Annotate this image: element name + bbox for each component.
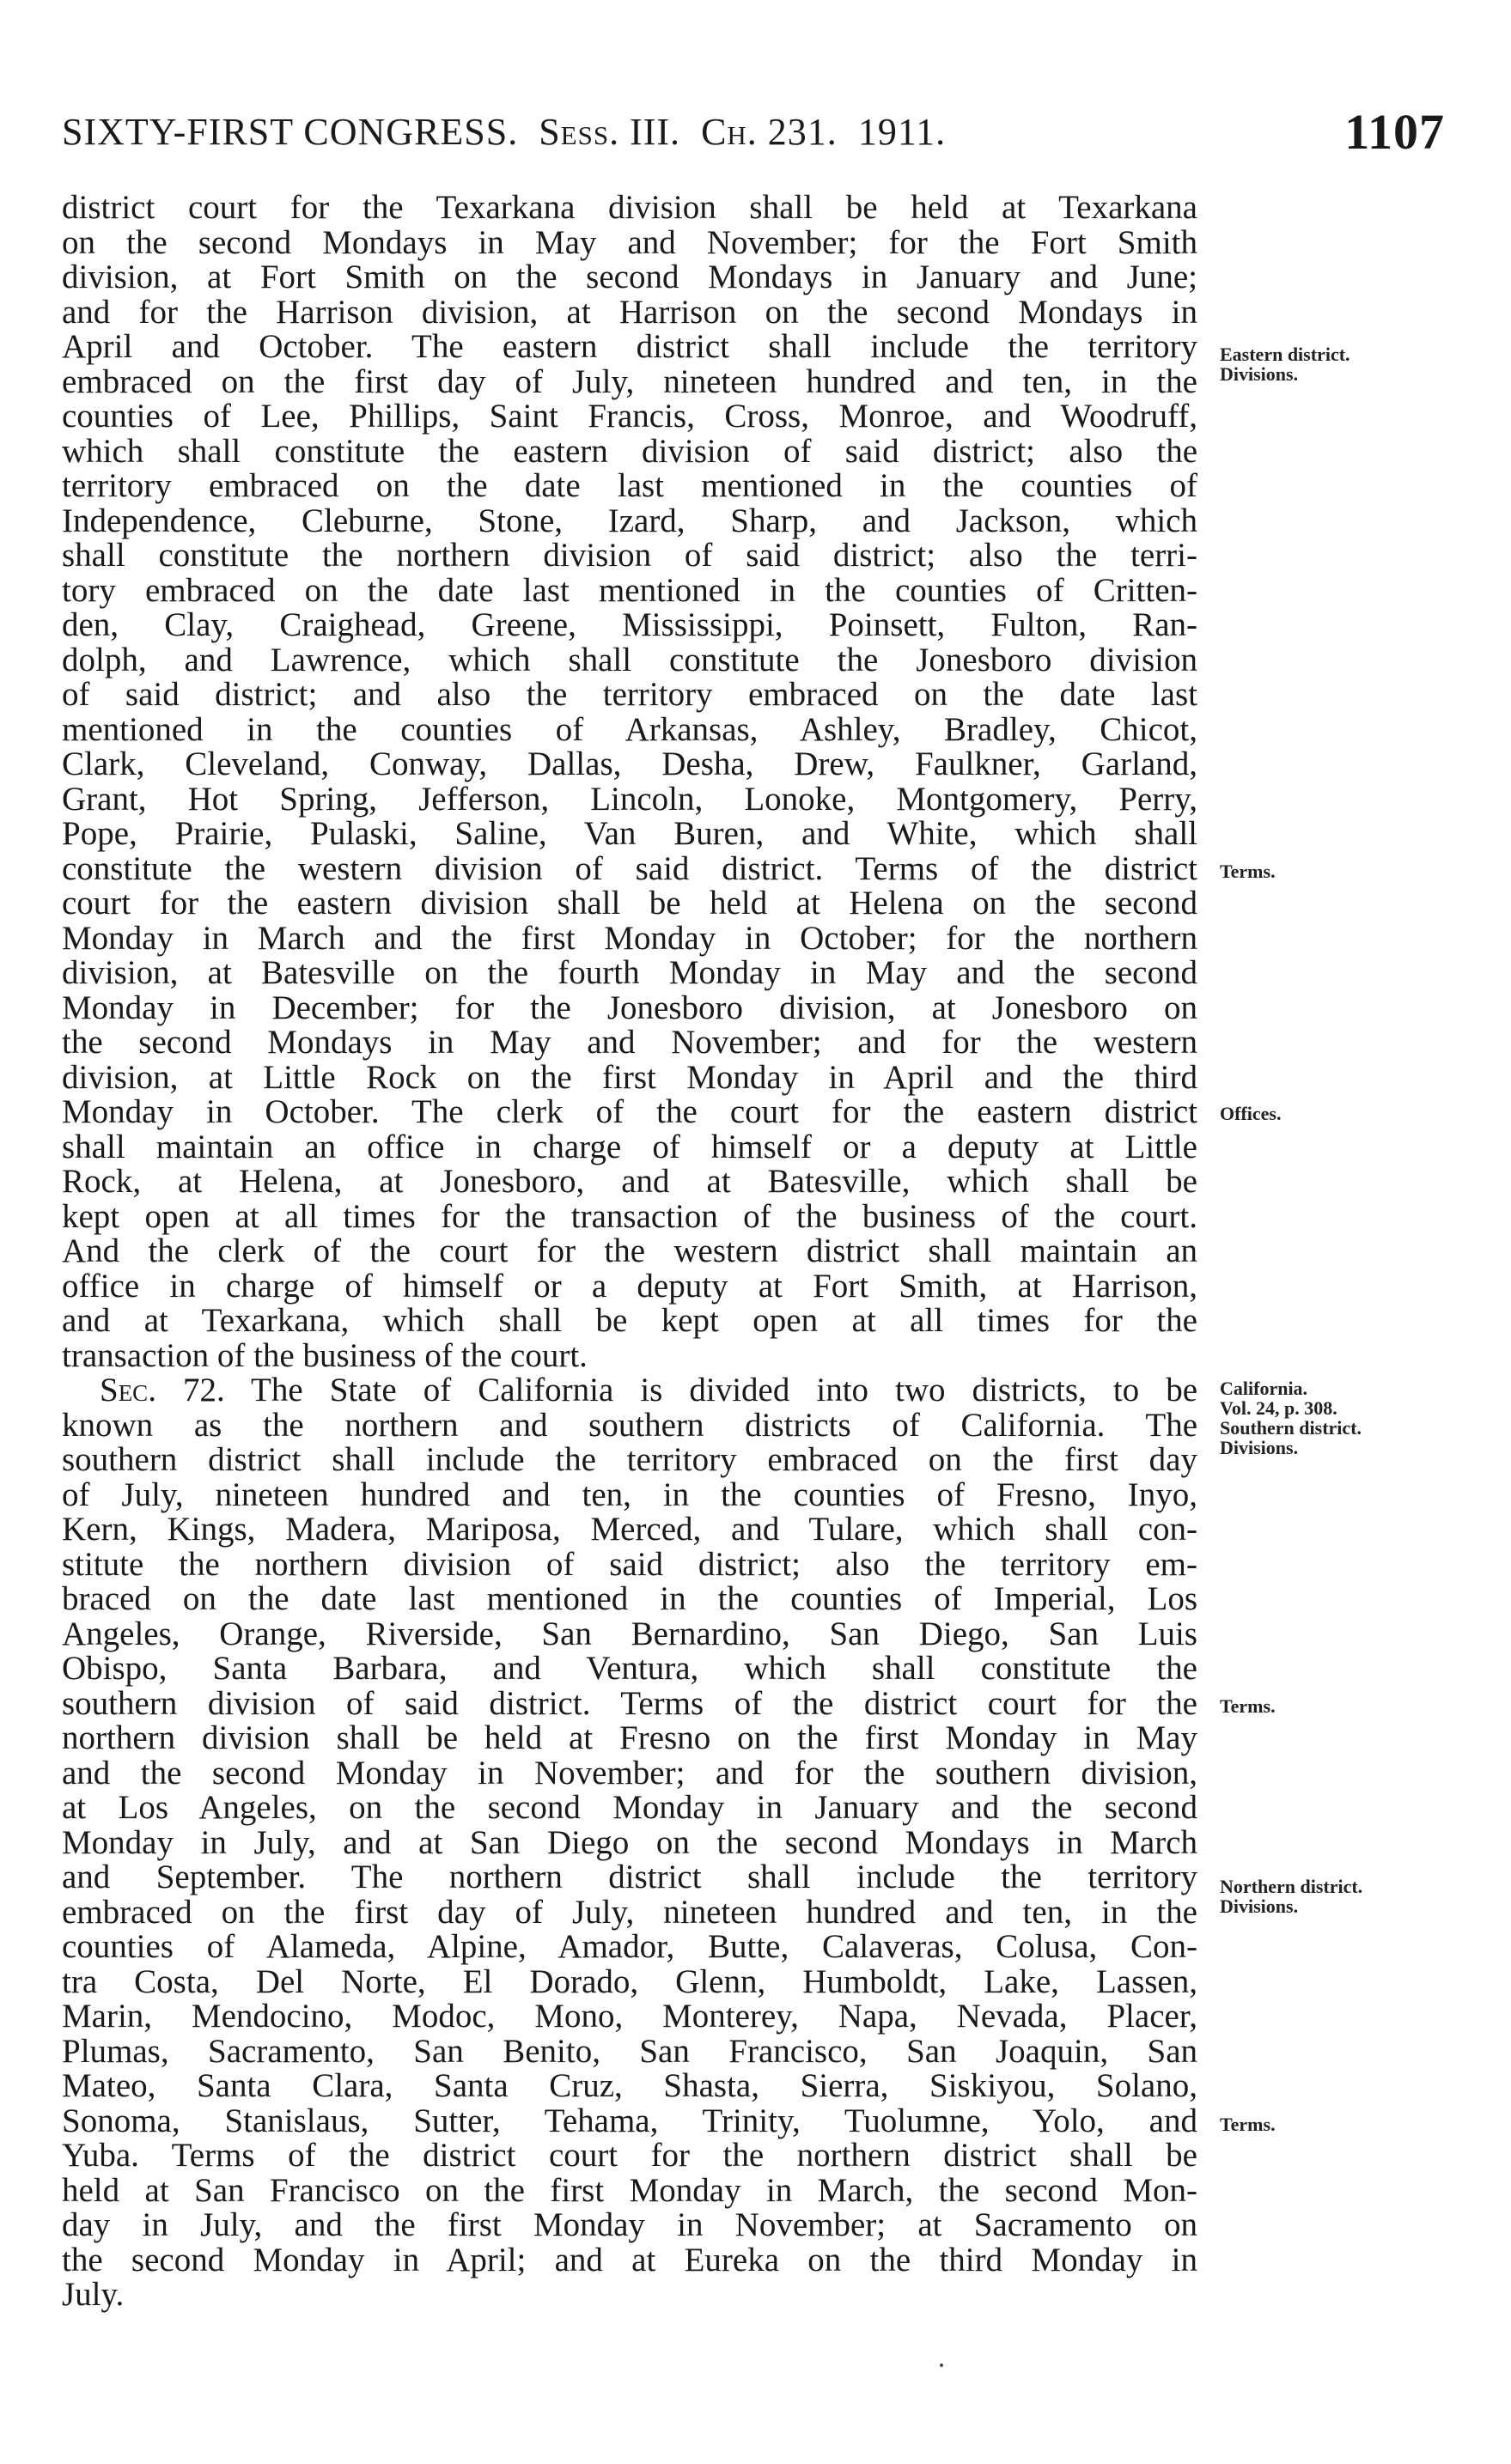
page-number: 1107 — [1344, 104, 1445, 160]
text-line: and at Texarkana, which shall be kept open at all times for the — [62, 1302, 1197, 1339]
note-terms: Terms. — [1220, 861, 1276, 882]
text-line: And the clerk of the court for the western district shall maintain an — [62, 1232, 1197, 1269]
text-line: Monday in July, and at San Diego on the second Mondays in March — [62, 1823, 1197, 1861]
margin-note-northern-district — [1220, 1877, 1362, 1916]
text-line: and September. The northern district shall include the territory — [62, 1859, 1197, 1895]
text-line: division, at Batesville on the fourth Monday in May and the second — [62, 954, 1197, 991]
text-line: July. — [62, 2276, 125, 2313]
text-line: and the second Monday in November; and for the southern division, — [62, 1754, 1197, 1792]
text-line: territory embraced on the date last mentioned in the counties of — [62, 467, 1197, 504]
text-line: Marin, Mendocino, Modoc, Mono, Monterey, Napa, Nevada, Placer, — [62, 1998, 1197, 2035]
section-72-first-line — [62, 1373, 1197, 1408]
text-line: southern division of said district. Terms of the district court for the — [62, 1684, 1197, 1722]
section-label: Sec. 72. — [100, 1372, 225, 1408]
text-line: transaction of the business of the court. — [62, 1336, 588, 1374]
text-line: den, Clay, Craighead, Greene, Mississippi, Poinsett, Fulton, Ran- — [62, 606, 1197, 643]
text-line: the second Mondays in May and November; and for the western — [62, 1024, 1197, 1061]
text-line: which shall constitute the eastern division of said district; also the — [62, 432, 1197, 470]
statute-body — [62, 191, 1197, 2313]
margin-note-offices — [1220, 1104, 1281, 1123]
text-line: embraced on the first day of July, nineteen hundred and ten, in the — [62, 362, 1197, 400]
margin-note-terms-3 — [1220, 2114, 1276, 2134]
text-line: counties of Alameda, Alpine, Amador, Butte, Calaveras, Colusa, Con- — [62, 1928, 1197, 1965]
running-head-title — [62, 110, 946, 154]
text-line: northern division shall be held at Fresno on the first Monday in May — [62, 1719, 1197, 1756]
text-line: braced on the date last mentioned in the counties of Imperial, Los — [62, 1580, 1197, 1617]
note-southern-divisions: Divisions. — [1220, 1437, 1299, 1458]
margin-note-terms-1 — [1220, 861, 1276, 881]
chapter-label: Ch. 231. — [701, 111, 838, 153]
note-eastern-district: Eastern district. — [1220, 344, 1350, 365]
text-line: kept open at all times for the transaction of the business of the court. — [62, 1197, 1197, 1235]
text-line: southern district shall include the territory embraced on the first day — [62, 1441, 1197, 1478]
text-line: division, at Little Rock on the first Monday in April and the third — [62, 1058, 1197, 1096]
text-line: Grant, Hot Spring, Jefferson, Lincoln, Lonoke, Montgomery, Perry, — [62, 780, 1197, 818]
text-line: counties of Lee, Phillips, Saint Francis, Cross, Monroe, and Woodruff, — [62, 398, 1197, 435]
session-label: Sess. III. — [539, 111, 681, 153]
text-line: the second Monday in April; and at Eureka on the third Monday in — [62, 2241, 1197, 2278]
note-offices: Offices. — [1220, 1103, 1282, 1124]
text-line: tra Costa, Del Norte, El Dorado, Glenn, Humboldt, Lake, Lassen, — [62, 1962, 1197, 2000]
text-line: day in July, and the first Monday in November; at Sacramento on — [62, 2206, 1197, 2243]
text-line: at Los Angeles, on the second Monday in January and the second — [62, 1789, 1197, 1826]
text-line: constitute the western division of said district. Terms of the district — [62, 849, 1197, 887]
text-line: held at San Francisco on the first Monday in March, the second Mon- — [62, 2171, 1197, 2209]
text-line: Monday in December; for the Jonesboro division, at Jonesboro on — [62, 989, 1197, 1026]
text-line: division, at Fort Smith on the second Mondays in January and June; — [62, 259, 1197, 295]
print-speck — [940, 2364, 943, 2367]
text-line: Yuba. Terms of the district court for the northern district shall be — [62, 2137, 1197, 2174]
text-line: Rock, at Helena, at Jonesboro, and at Batesville, which shall be — [62, 1163, 1197, 1200]
text-line: mentioned in the counties of Arkansas, Ashley, Bradley, Chicot, — [62, 710, 1197, 748]
text-line: Kern, Kings, Madera, Mariposa, Merced, and Tulare, which shall con- — [62, 1511, 1197, 1548]
text-line: Sonoma, Stanislaus, Sutter, Tehama, Trinity, Tuolumne, Yolo, and — [62, 2102, 1197, 2139]
congress-label: SIXTY-FIRST CONGRESS. — [62, 111, 519, 153]
text-line: district court for the Texarkana division shall be held at Texarkana — [62, 189, 1197, 226]
note-northern-district: Northern district. — [1220, 1876, 1363, 1897]
note-northern-divisions: Divisions. — [1220, 1895, 1299, 1917]
text-line: tory embraced on the date last mentioned in the counties of Critten- — [62, 571, 1197, 609]
text-line: Plumas, Sacramento, San Benito, San Francisco, San Joaquin, San — [62, 2032, 1197, 2070]
note-eastern-divisions: Divisions. — [1220, 363, 1299, 385]
text-line: Clark, Cleveland, Conway, Dallas, Desha, Drew, Faulkner, Garland, — [62, 745, 1197, 782]
text-line: Obispo, Santa Barbara, and Ventura, which shall constitute the — [62, 1650, 1197, 1687]
text-line: Mateo, Santa Clara, Santa Cruz, Shasta, Sierra, Siskiyou, Solano, — [62, 2067, 1197, 2104]
text-line: of said district; and also the territory embraced on the date last — [62, 676, 1197, 713]
text-line: Angeles, Orange, Riverside, San Bernardino, San Diego, San Luis — [62, 1615, 1197, 1652]
section-72-first-line-text: The State of California is divided into two districts, to be — [251, 1372, 1197, 1408]
note-california: California. — [1220, 1378, 1308, 1399]
text-line: April and October. The eastern district shall include the territory — [62, 328, 1197, 365]
text-line: on the second Mondays in May and November; for the Fort Smith — [62, 223, 1197, 261]
text-line: known as the northern and southern districts of California. The — [62, 1406, 1197, 1444]
text-line: Pope, Prairie, Pulaski, Saline, Van Buren, and White, which shall — [62, 815, 1197, 852]
text-line: shall constitute the northern division of said district; also the terri- — [62, 537, 1197, 574]
text-line: Independence, Cleburne, Stone, Izard, Sharp, and Jackson, which — [62, 502, 1197, 539]
note-southern-district: Southern district. — [1220, 1417, 1362, 1439]
margin-note-eastern-district — [1220, 344, 1350, 384]
note-terms: Terms. — [1220, 1695, 1276, 1717]
text-line: shall maintain an office in charge of himself or a deputy at Little — [62, 1128, 1197, 1165]
text-line: Monday in October. The clerk of the court for the eastern district — [62, 1093, 1197, 1130]
text-line: stitute the northern division of said district; also the territory em- — [62, 1545, 1197, 1583]
text-line: and for the Harrison division, at Harrison on the second Mondays in — [62, 293, 1197, 331]
text-line: embraced on the first day of July, nineteen hundred and ten, in the — [62, 1893, 1197, 1931]
margin-note-california — [1220, 1378, 1362, 1457]
text-line: court for the eastern division shall be held at Helena on the second — [62, 885, 1197, 922]
note-terms: Terms. — [1220, 2114, 1276, 2135]
note-vol-ref: Vol. 24, p. 308. — [1220, 1397, 1337, 1419]
text-line: dolph, and Lawrence, which shall constitute the Jonesboro division — [62, 641, 1197, 678]
text-line: Monday in March and the first Monday in October; for the northern — [62, 919, 1197, 957]
running-head — [62, 103, 1445, 163]
text-line: office in charge of himself or a deputy at Fort Smith, at Harrison, — [62, 1267, 1197, 1305]
margin-note-terms-2 — [1220, 1696, 1276, 1716]
text-line: of July, nineteen hundred and ten, in the counties of Fresno, Inyo, — [62, 1475, 1197, 1513]
year-label: 1911. — [857, 111, 947, 153]
